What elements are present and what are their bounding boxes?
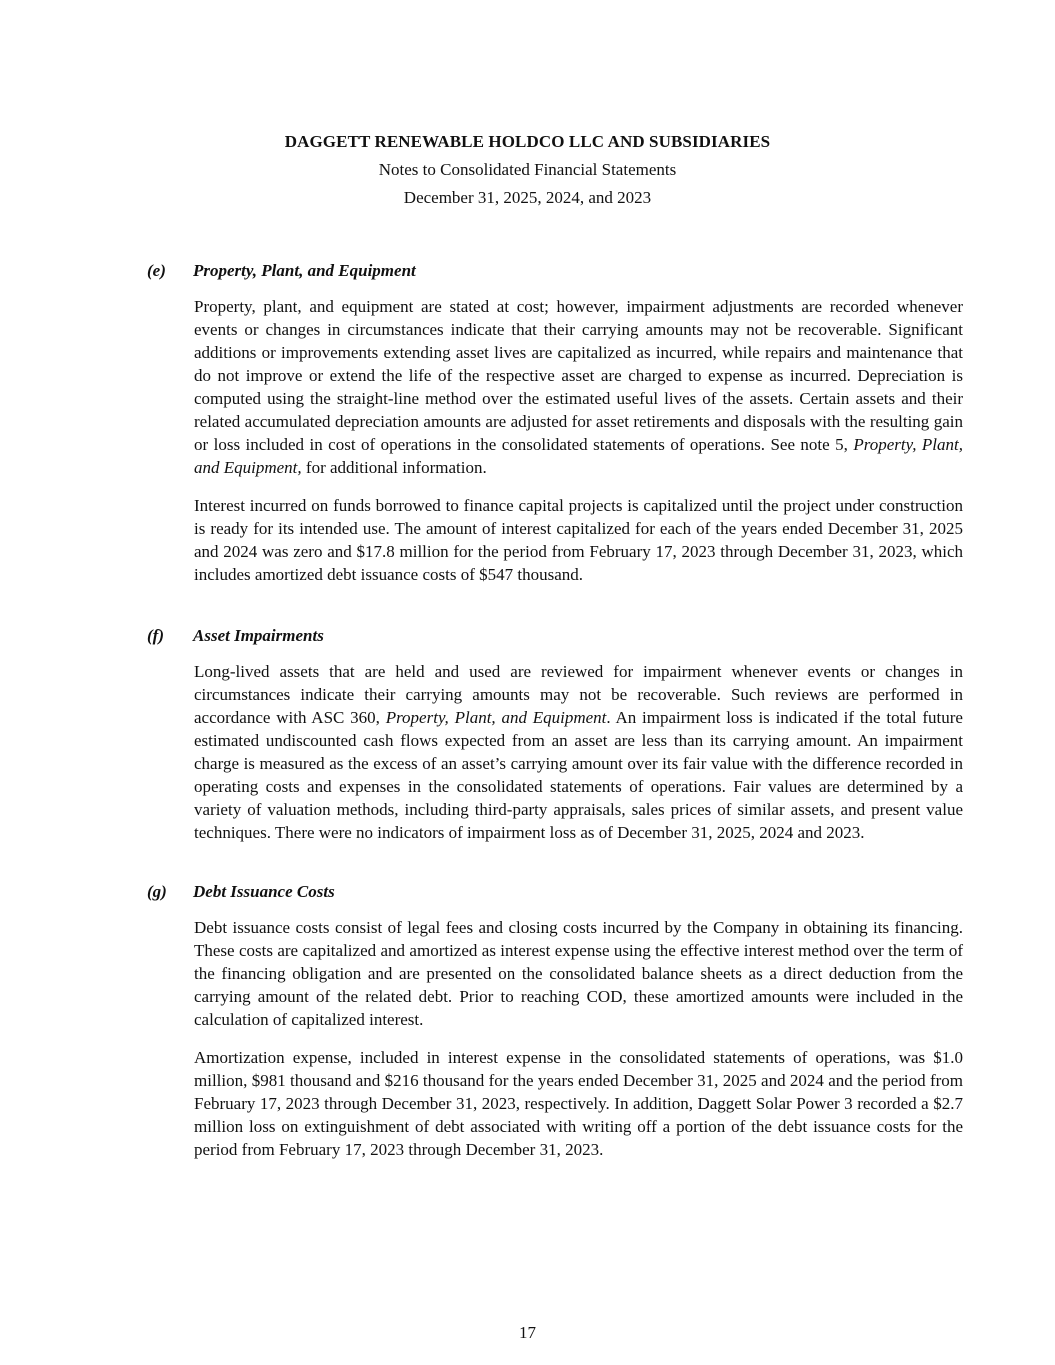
document-subtitle: Notes to Consolidated Financial Statements [378, 160, 677, 179]
page-header [0, 131, 1055, 209]
note-reference: Property, Plant, and Equipment, [194, 435, 963, 477]
section-title: Property, Plant, and Equipment [193, 261, 416, 280]
company-name: DAGGETT RENEWABLE HOLDCO LLC AND SUBSIDIARIES [284, 132, 771, 151]
section-title: Debt Issuance Costs [193, 882, 335, 901]
paragraph-text: Long-lived assets that are held and used are reviewed for impairment whenever events or changes in circumstances indicate their carrying amounts may not be recoverable. Such reviews are performed in accordance with ASC 360, [194, 662, 963, 727]
paragraph [194, 295, 963, 479]
section-heading [147, 625, 963, 647]
section-title: Asset Impairments [193, 626, 324, 645]
section-heading [147, 260, 963, 282]
section-letter: (e) [147, 261, 166, 280]
section-heading [147, 881, 963, 903]
section-asset-impairments [147, 625, 963, 844]
section-letter: (f) [147, 626, 164, 645]
paragraph-text: for additional information. [301, 458, 487, 477]
section-letter: (g) [147, 882, 167, 901]
paragraph: Interest incurred on funds borrowed to finance capital projects is capitalized until the project under construction is ready for its intended use. The amount of interest capitalized for each of the years ended December 31, 2025 and 2024 was zero and $17.8 million for the period from February 17, 2023 through December 31, 2023, which includes amortized debt issuance costs of $547 thousand. [194, 496, 963, 584]
page-number: 17 [519, 1323, 536, 1342]
paragraph-text: . An impairment loss is indicated if the total future estimated undiscounted cash flows expected from an asset are less than its carrying amount. An impairment charge is measured as the excess of an asset’s carrying amount over its fair value with the difference recorded in operating costs and expenses in the consolidated statements of operations. Fair values are determined by a variety of valuation methods, including third-party appraisals, sales prices of similar assets, and present value techniques. There were no indicators of impairment loss as of December 31, 2025, 2024 and 2023. [194, 708, 963, 842]
standard-reference: Property, Plant, and Equipment [385, 708, 607, 727]
reporting-period: December 31, 2025, 2024, and 2023 [403, 188, 652, 207]
paragraph [194, 660, 963, 844]
paragraph: Debt issuance costs consist of legal fees and closing costs incurred by the Company in obtaining its financing. These costs are capitalized and amortized as interest expense using the effective interest method over the term of the financing obligation and are presented on the consolidated balance sheets as a direct deduction from the carrying amount of the related debt. Prior to reaching COD, these amortized amounts were included in the calculation of capitalized interest. [194, 918, 963, 1029]
section-debt-issuance-costs [147, 881, 963, 1161]
paragraph: Amortization expense, included in interest expense in the consolidated statements of operations, was $1.0 million, $981 thousand and $216 thousand for the years ended December 31, 2025 and 2024 and the period from February 17, 2023 through December 31, 2023, respectively. In addition, Daggett Solar Power 3 recorded a $2.7 million loss on extinguishment of debt associated with writing off a portion of the debt issuance costs for the period from February 17, 2023 through December 31, 2023. [194, 1048, 963, 1159]
paragraph-text: Property, plant, and equipment are stated at cost; however, impairment adjustments are recorded whenever events or changes in circumstances indicate that their carrying amounts may not be recoverable. Significant additions or improvements extending asset lives are capitalized as incurred, while repairs and maintenance that do not improve or extend the life of the respective asset are charged to expense as incurred. Depreciation is computed using the straight-line method over the estimated useful lives of the assets. Certain assets and their related accumulated depreciation amounts are adjusted for asset retirements and disposals with the resulting gain or loss included in cost of operations in the consolidated statements of operations. See note 5, [194, 297, 963, 454]
section-property-plant-equipment [147, 260, 963, 586]
